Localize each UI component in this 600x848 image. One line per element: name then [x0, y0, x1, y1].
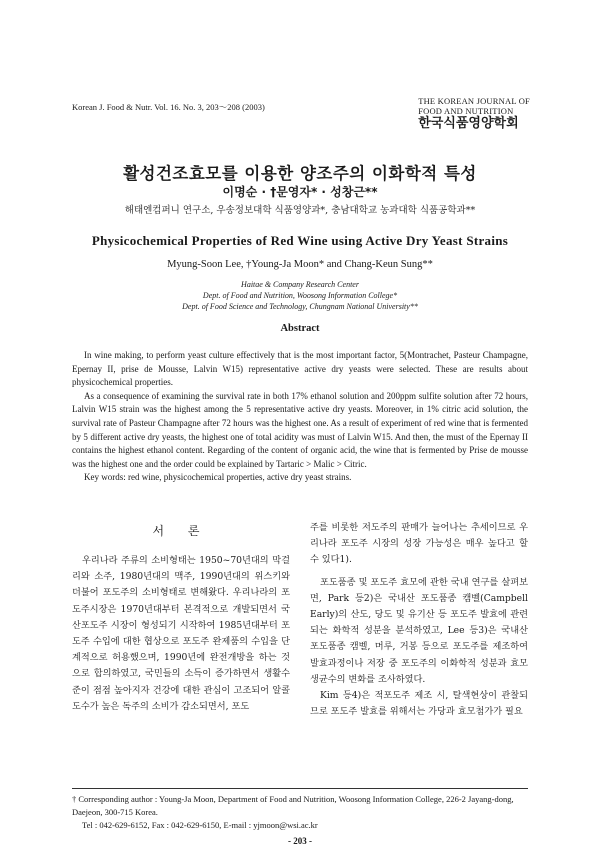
- english-authors: Myung-Soon Lee, †Young-Ja Moon* and Chang-Keun Sung**: [167, 259, 433, 270]
- abstract-keywords: Key words: red wine, physicochemical properties, active dry yeast strains.: [84, 472, 352, 483]
- journal-name-line2: FOOD AND NUTRITION: [418, 106, 514, 116]
- journal-name-line1: THE KOREAN JOURNAL OF: [418, 96, 530, 106]
- abstract-heading: Abstract: [280, 323, 320, 334]
- korean-affiliations: 해태엔컴퍼니 연구소, 우송정보대학 식품영양과*, 충남대학교 농과대학 식품공학과**: [124, 205, 476, 216]
- korean-title: 활성건조효모를 이용한 양조주의 이화학적 특성: [123, 164, 477, 183]
- abstract-body: [72, 349, 528, 485]
- page-number: - 203 -: [288, 836, 312, 846]
- english-affiliation-1: Haitae & Company Research Center: [241, 280, 359, 289]
- english-affiliation-2: Dept. of Food and Nutrition, Woosong Information College*: [202, 291, 398, 300]
- abstract-paragraph: In wine making, to perform yeast culture effectively that is the most important factor, 5(Montrachet, Pasteur Champagne, Epernay II, prise de Mousse, Lalvin W15) representative active dry yeasts were selected. These are results about physicochemical properties.: [72, 350, 528, 388]
- english-title: Physicochemical Properties of Red Wine using Active Dry Yeast Strains: [91, 233, 509, 248]
- body-right-column: [310, 520, 528, 720]
- english-affiliation-3: Dept. of Food Science and Technology, Chungnam National University**: [182, 302, 418, 311]
- footnote-corresponding-author: † Corresponding author : Young-Ja Moon, Department of Food and Nutrition, Woosong Information College, 226-2 Jayang-dong, Daejeon, 300-715 Korea.: [72, 794, 514, 817]
- journal-name-block: [418, 96, 530, 132]
- footnote: [72, 793, 532, 832]
- body-paragraph: Kim 등4)은 적포도주 제조 시, 탈색현상이 관찰되므로 포도주 발효를 위해서는 가당과 효모첨가가 필요: [310, 690, 528, 718]
- body-paragraph: 우리나라 주류의 소비형태는 1950~70년대의 막걸리와 소주, 1980년대의 맥주, 1990년대의 위스키와 더불어 포도주의 소비형태로 변해왔다. 우리나라의 포도주시장은 1970년대부터 본격적으로 개발되면서 국산포도주 시장이 형성되기 시작하여 1985년대부터 포도주 수입에 대한 협상으로 포도주 완제품의 수입을 단계적으로 허용했으며, 1990년에 완전개방을 하는 것으로 합의하였고, 국민들의 소득이 증가하면서 생활수준이 점점 높아지자 건강에 대한 관심이 고조되어 알콜도수가 높은 독주의 소비가 감소되면서, 포도: [72, 555, 290, 712]
- section-heading-introduction: 서 론: [152, 524, 210, 538]
- footnote-divider: [72, 788, 528, 789]
- journal-citation: Korean J. Food & Nutr. Vol. 16. No. 3, 203～208 (2003): [72, 102, 265, 112]
- journal-name-korean: 한국식품영양학회: [418, 116, 519, 131]
- korean-authors: 이명순 · †문영자* · 성창근**: [222, 185, 378, 199]
- footnote-contact: Tel : 042-629-6152, Fax : 042-629-6150, E-mail : yjmoon@wsi.ac.kr: [82, 820, 318, 830]
- abstract-paragraph: As a consequence of examining the survival rate in both 17% ethanol solution and 200ppm sulfite solution after 72 hours, Lalvin W15 strain was the highest among the 5 representative active dry yeasts. Moreover, in 1% citric acid solution, the survival rate of Pasteur Champagne after 72 hours was the highest one. As a result of experiment of red wine that is fermented by 5 different active dry yeasts, the highest one of total acidity was must of Lalvin W15. And then, the must of the Epernay II contains the highest ethanol content. Regarding of the content of organic acid, the wine that is fermented by Prise de mousse was the highest one and the order could be explained by Tartaric > Malic > Citric.: [72, 390, 528, 469]
- body-paragraph: 포도품종 및 포도주 효모에 관한 국내 연구를 살펴보면, Park 등2)은 국내산 포도품종 캠벨(Campbell Early)의 산도, 당도 및 유기산 등 포도주 발효에 관련되는 화학적 성분을 분석하였고, Lee 등3)은 국내산 포도품종 캠벨, 머루, 거봉 등으로 포도주를 제조하여 발효과정이나 저장 중 포도주의 이화학적 성분과 효모 생균수의 변화를 조사하였다.: [310, 576, 528, 685]
- body-left-column: [72, 553, 290, 715]
- body-paragraph: 주를 비롯한 저도주의 판매가 늘어나는 추세이므로 우리나라 포도주 시장의 성장 가능성은 매우 높다고 할 수 있다1).: [310, 522, 528, 566]
